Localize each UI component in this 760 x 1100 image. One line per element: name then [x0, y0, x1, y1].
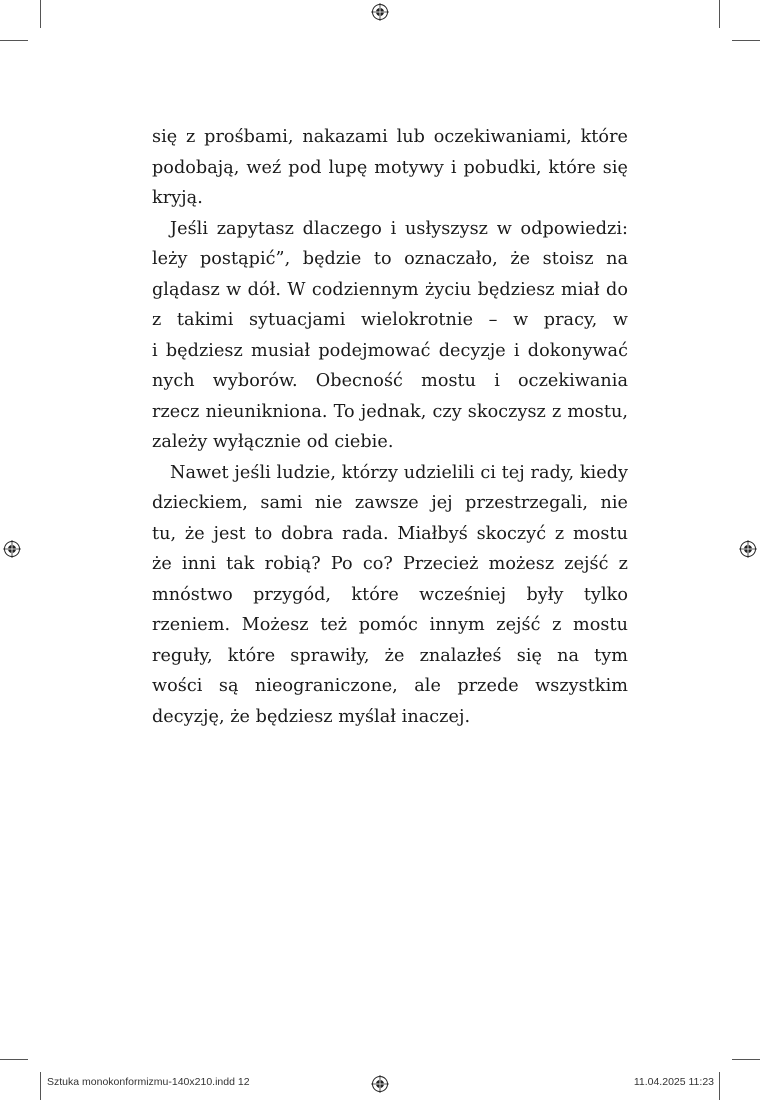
text-line: zależy wyłącznie od ciebie. — [152, 432, 394, 452]
text-line: i będziesz musiał podejmować decyzje i dokonywać — [152, 340, 628, 361]
text-line: dzieckiem, sami nie zawsze jej przestrzegali, nie — [152, 493, 628, 513]
slug-date-time: 11.04.2025 11:23 — [633, 1076, 714, 1088]
text-line: że inni tak robią? Po co? Przecież możesz zejść z — [152, 554, 628, 574]
text-line: leży postąpić”, będzie to oznaczało, że stoisz na — [152, 249, 628, 269]
body-text — [152, 122, 628, 732]
text-line: nych wyborów. Obecność mostu i oczekiwania — [152, 371, 628, 391]
registration-mark-right-icon — [739, 540, 757, 558]
text-line: reguły, które sprawiły, że znalazłeś się na tym — [152, 645, 628, 666]
text-line: mnóstwo przygód, które wcześniej były tylko — [152, 584, 628, 605]
crop-mark-bottom-left-horizontal — [0, 1059, 28, 1060]
slug-file-name: Sztuka monokonformizmu-140x210.indd 12 — [47, 1076, 250, 1088]
paragraph — [152, 214, 628, 458]
text-line: z takimi sytuacjami wielokrotnie – w pracy, w — [152, 310, 628, 330]
text-line: wości są nieograniczone, ale przede wszystkim — [152, 676, 628, 696]
crop-mark-bottom-right-horizontal — [732, 1059, 760, 1060]
text-line: kryją. — [152, 188, 203, 208]
text-line: glądasz w dół. W codziennym życiu będziesz miał do — [152, 279, 628, 300]
crop-mark-top-right-horizontal — [732, 40, 760, 41]
text-line: Nawet jeśli ludzie, którzy udzielili ci tej rady, kiedy — [170, 462, 628, 483]
registration-mark-bottom-icon — [371, 1075, 389, 1093]
text-line: Jeśli zapytasz dlaczego i usłyszysz w odpowiedzi: — [170, 218, 628, 239]
crop-mark-bottom-right-vertical — [719, 1072, 720, 1100]
paragraph — [152, 458, 628, 733]
registration-mark-left-icon — [3, 540, 21, 558]
paragraph — [152, 122, 628, 214]
crop-mark-top-right-vertical — [719, 0, 720, 28]
text-line: rzeniem. Możesz też pomóc innym zejść z mostu — [152, 615, 628, 635]
crop-mark-bottom-left-vertical — [40, 1072, 41, 1100]
registration-mark-top-icon — [371, 3, 389, 21]
crop-mark-top-left-vertical — [40, 0, 41, 28]
text-line: się z prośbami, nakazami lub oczekiwaniami, które — [152, 127, 628, 147]
crop-mark-top-left-horizontal — [0, 40, 28, 41]
text-line: tu, że jest to dobra rada. Miałbyś skoczyć z mostu — [152, 523, 628, 544]
text-line: podobają, weź pod lupę motywy i pobudki, które się — [152, 157, 628, 178]
text-line: decyzję, że będziesz myślał inaczej. — [152, 706, 471, 727]
text-line: rzecz nieunikniona. To jednak, czy skoczysz z mostu, — [152, 401, 628, 422]
